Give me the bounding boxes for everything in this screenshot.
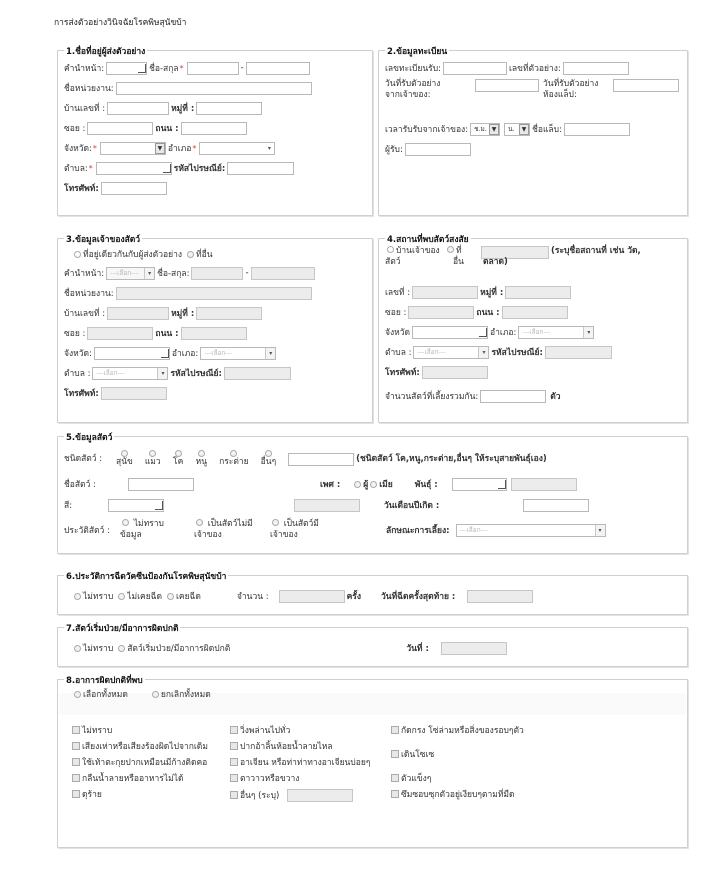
vacc-last-date-input[interactable] [467, 590, 533, 603]
loc-phone-input[interactable] [422, 366, 488, 379]
fullname-label: ชื่อ-สกุล [149, 64, 179, 74]
vacc-times-label: ครั้ง [346, 592, 361, 602]
section-registration-legend: 2.ข้อมูลทะเบียน [385, 44, 449, 58]
owner-road-input[interactable] [181, 327, 247, 340]
moo-input[interactable] [196, 102, 262, 115]
breed-other-input[interactable] [511, 478, 577, 491]
loc-other-option: ที่ อื่น [445, 246, 479, 268]
loc-no-input[interactable] [412, 286, 478, 299]
reg-no-label: เลขทะเบียนรับ: [385, 64, 442, 74]
dropdown-icon [161, 349, 169, 358]
symptom-label: เดินโซเซ [401, 750, 435, 760]
dropdown-icon: ▾ [595, 525, 605, 536]
dropdown-icon: ▾ [267, 144, 271, 152]
loc-no-label: เลขที่ : [385, 288, 411, 298]
owner-fullname-label: ชื่อ-สกุล: [157, 269, 190, 279]
recv-owner-date-input[interactable] [475, 79, 539, 92]
symptom-checkbox[interactable] [72, 726, 80, 734]
dropdown-icon: ▾ [265, 348, 275, 359]
select-all-label: เลือกทั้งหมด [83, 690, 128, 700]
owner-prefix-label: คำนำหน้า: [64, 269, 105, 279]
minute-select[interactable]: น. ▼ [504, 123, 530, 136]
species-label: ชนิดสัตว์ : [64, 454, 103, 464]
symptom-checkbox[interactable] [391, 750, 399, 758]
symptom-item [391, 773, 591, 785]
symptom-checkbox[interactable] [230, 726, 238, 734]
vacc-never-radio[interactable] [118, 593, 125, 600]
dash: - [240, 63, 244, 73]
prefix-label: คำนำหน้า: [64, 64, 105, 74]
owner-first-name-input[interactable] [191, 267, 243, 280]
section-onset [57, 624, 688, 667]
district-label: อำเภอ [167, 144, 192, 154]
org-label: ชื่อหน่วยงาน: [64, 84, 114, 94]
owner-province-label: จังหวัด: [64, 349, 92, 359]
symptom-item [230, 741, 380, 753]
owner-postcode-input[interactable] [224, 367, 291, 380]
species-hint: (ชนิดสัตว์ โค,หนู,กระต่าย,อื่นๆ ให้ระบุสายพันธุ์เอง) [356, 454, 547, 464]
postcode-input[interactable] [227, 162, 294, 175]
dob-label: วันเดือนปีเกิด : [384, 501, 440, 511]
recv-owner-label: วันที่รับตัวอย่าง จากเจ้าของ: [385, 79, 441, 100]
prefix-select[interactable] [106, 62, 147, 75]
required-mark: * [92, 143, 97, 153]
deselect-all-label: ยกเลิกทั้งหมด [160, 690, 211, 700]
loc-postcode-label: รหัสไปรษณีย์: [491, 348, 543, 358]
owner-same-label: ที่อยู่เดียวกันกับผู้ส่งตัวอย่าง [83, 250, 182, 260]
species-option-label: โค [173, 457, 184, 467]
symptom-item [72, 773, 222, 785]
symptom-item [72, 757, 222, 769]
symptom-checkbox[interactable] [391, 726, 399, 734]
species-radio[interactable] [175, 450, 182, 457]
vacc-count-input[interactable] [279, 590, 345, 603]
moo-label: หมู่ที่ : [171, 104, 195, 114]
owner-soi-input[interactable] [87, 327, 153, 340]
owner-postcode-label: รหัสไปรษณีย์: [170, 369, 222, 379]
symptom-label: อื่นๆ (ระบุ) [240, 791, 280, 801]
species-option-label: หนู [195, 457, 208, 467]
dropdown-icon: ▼ [519, 124, 529, 135]
symptom-label: ไม่ทราบ [82, 726, 113, 736]
symptom-label: กลืนน้ำลายหรืออาหารไม่ได้ [82, 774, 184, 784]
section-registration [378, 47, 688, 216]
symptom-checkbox[interactable] [391, 774, 399, 782]
species-radio[interactable] [121, 450, 128, 457]
onset-sick-label: สัตว์เริ่มป่วย/มีอาการผิดปกติ [127, 644, 231, 654]
required-mark: * [192, 143, 197, 153]
recv-lab-date-input[interactable] [613, 79, 679, 92]
receiver-input[interactable] [405, 143, 471, 156]
animal-name-label: ชื่อสัตว์ : [64, 480, 96, 490]
symptom-label: ตัวแข็งๆ [401, 774, 432, 784]
section-symptoms-legend: 8.อาการผิดปกติที่พบ [64, 673, 145, 687]
owner-road-label: ถนน : [155, 329, 179, 339]
sex-female-radio[interactable] [370, 481, 377, 488]
owner-other-label: ที่อื่น [196, 250, 213, 260]
loc-other-radio[interactable] [447, 246, 454, 253]
sex-label: เพศ : [320, 480, 341, 490]
road-label: ถนน : [155, 124, 179, 134]
dropdown-icon: ▼ [489, 124, 499, 135]
species-radio[interactable] [198, 450, 205, 457]
vacc-ever-radio[interactable] [167, 593, 174, 600]
symptom-item [391, 749, 591, 761]
vacc-unknown-label: ไม่ทราบ [83, 592, 114, 602]
loc-district-label: อำเภอ: [490, 328, 517, 338]
hour-select[interactable]: ช.ม. ▼ [470, 123, 500, 136]
page-title: การส่งตัวอย่างวินิจฉัยโรคพิษสุนัขบ้า [54, 18, 187, 28]
symptom-checkbox[interactable] [72, 790, 80, 798]
vacc-last-date-label: วันที่ฉีดครั้งสุดท้าย : [381, 592, 456, 602]
animal-count-input[interactable] [480, 390, 546, 403]
required-mark: * [179, 63, 184, 73]
dropdown-icon: ▾ [583, 327, 593, 338]
first-name-input[interactable] [187, 62, 239, 75]
loc-moo-label: หมู่ที่ : [480, 288, 504, 298]
owner-house-no-input[interactable] [107, 307, 169, 320]
history-label: ประวัติสัตว์ : [64, 526, 110, 536]
symptoms-column-3 [391, 725, 591, 805]
symptom-label: ซึมซอบซุกตัวอยู่เงียบๆตามที่มืด [401, 790, 515, 800]
breed-label: พันธุ์ : [414, 480, 438, 490]
symptom-label: เสียงเห่าหรือเสียงร้องผิดไปจากเดิม [82, 742, 208, 752]
symptom-checkbox[interactable] [230, 774, 238, 782]
species-option [196, 450, 207, 467]
history-owned-radio[interactable] [272, 519, 279, 526]
sex-female-label: เมีย [379, 480, 393, 490]
history-owned-option: เป็นสัตว์มี เจ้าของ [270, 519, 319, 540]
symptom-label: อาเจียน หรือท่าท่าทางอาเจียนบ่อยๆ [240, 758, 371, 768]
symptom-label: กัดกรง โซ่ล่ามหรือสิ่งของรอบๆตัว [401, 726, 524, 736]
symptoms-column-1 [72, 725, 222, 805]
section-sender [57, 47, 373, 216]
history-unknown-radio[interactable] [122, 519, 129, 526]
loc-place-hint: (ระบุชื่อสถานที่ เช่น วัด, ตลาด) [483, 246, 641, 267]
road-input[interactable] [181, 122, 247, 135]
onset-date-input[interactable] [441, 642, 507, 655]
owner-moo-input[interactable] [196, 307, 262, 320]
house-no-label: บ้านเลขที่ : [64, 104, 106, 114]
species-option [145, 450, 161, 467]
symptom-item [230, 773, 380, 785]
color-other-input[interactable] [294, 499, 360, 512]
section-owner [57, 235, 373, 423]
symptoms-column-2 [230, 725, 380, 806]
section-owner-legend: 3.ข้อมูลเจ้าของสัตว์ [64, 232, 142, 246]
owner-org-input[interactable] [116, 287, 312, 300]
loc-moo-input[interactable] [505, 286, 571, 299]
owner-district-label: อำเภอ: [171, 349, 199, 359]
deselect-all-radio[interactable] [152, 691, 159, 698]
loc-subdistrict-select[interactable]: ---เลือก--- ▾ [413, 346, 489, 359]
section-location [378, 235, 688, 423]
loc-district-select[interactable]: ---เลือก--- ▾ [518, 326, 594, 339]
symptom-item [72, 725, 222, 737]
section-animal [57, 433, 688, 554]
dropdown-icon [479, 328, 487, 337]
symptom-item [230, 725, 380, 737]
owner-phone-input[interactable] [101, 387, 167, 400]
symptom-label: วิ่งพล่านไปทั่ว [240, 726, 291, 736]
animal-count-unit: ตัว [550, 392, 561, 402]
species-options [116, 450, 276, 467]
animal-name-input[interactable] [128, 478, 194, 491]
reg-no-input[interactable] [443, 62, 507, 75]
dash: - [245, 268, 249, 278]
symptom-item [72, 789, 222, 801]
dropdown-icon [163, 164, 171, 173]
owner-same-radio[interactable] [74, 251, 81, 258]
symptom-label: ใช้เท้าตะกุยปากเหมือนมีก้างติดคอ [82, 758, 208, 768]
dob-input[interactable] [523, 499, 589, 512]
symptom-label: ปากอ้าลิ้นห้อยน้ำลายไหล [240, 742, 333, 752]
lab-name-label: ชื่อแล็บ: [532, 125, 562, 135]
history-stray-radio[interactable] [196, 519, 203, 526]
time-label: เวลารับรับจากเจ้าของ: [385, 125, 469, 135]
onset-unknown-radio[interactable] [74, 645, 81, 652]
symptom-checkbox[interactable] [230, 742, 238, 750]
loc-postcode-input[interactable] [545, 346, 612, 359]
org-input[interactable] [116, 82, 312, 95]
symptom-checkbox[interactable] [391, 790, 399, 798]
owner-soi-label: ซอย : [64, 329, 86, 339]
loc-road-input[interactable] [502, 306, 568, 319]
animal-count-label: จำนวนสัตว์ที่เลี้ยงรวมกัน: [385, 392, 479, 402]
dropdown-icon [498, 480, 506, 489]
owner-other-radio[interactable] [187, 251, 194, 258]
species-radio[interactable] [265, 450, 272, 457]
loc-province-label: จังหวัด [385, 328, 411, 338]
loc-subdistrict-label: ตำบล : [385, 348, 412, 358]
postcode-label: รหัสไปรษณีย์: [173, 164, 226, 174]
species-option [173, 450, 184, 467]
section-location-legend: 4.สถานที่พบสัตว์สงสัย [385, 232, 471, 246]
section-vaccination-legend: 6.ประวัติการฉีดวัคซีนป้องกันโรคพิษสุนัขบ้า [64, 569, 228, 583]
phone-label: โทรศัพท์: [64, 184, 99, 194]
recv-lab-label: วันที่รับตัวอย่าง ห้องแล็ป: [543, 79, 599, 100]
onset-date-label: วันที่ : [406, 644, 429, 654]
species-option [219, 450, 249, 467]
dropdown-icon: ▾ [157, 368, 167, 379]
province-select[interactable] [100, 142, 166, 155]
phone-input[interactable] [101, 182, 167, 195]
loc-owner-option: บ้านเจ้าของ สัตว์ [385, 246, 440, 267]
soi-input[interactable] [87, 122, 153, 135]
section-symptoms [57, 676, 688, 848]
loc-soi-input[interactable] [408, 306, 474, 319]
dropdown-icon: ▾ [478, 347, 488, 358]
lab-name-input[interactable] [564, 123, 630, 136]
loc-soi-label: ซอย : [385, 308, 407, 318]
symptom-item [230, 757, 380, 769]
species-option [116, 450, 133, 467]
house-no-input[interactable] [107, 102, 169, 115]
owner-org-label: ชื่อหน่วยงาน: [64, 289, 114, 299]
section-animal-legend: 5.ข้อมูลสัตว์ [64, 430, 114, 444]
section-sender-legend: 1.ชื่อที่อยู่ผู้ส่งตัวอย่าง [64, 44, 147, 58]
species-option-label: สุนัข [116, 457, 133, 467]
owner-moo-label: หมู่ที่ : [171, 309, 195, 319]
species-radio[interactable] [230, 450, 237, 457]
symptom-label: ตาวาวหรือขวาง [240, 774, 300, 784]
select-all-radio[interactable] [74, 691, 81, 698]
species-radio[interactable] [149, 450, 156, 457]
receiver-label: ผู้รับ: [385, 145, 403, 155]
loc-owner-radio[interactable] [387, 246, 394, 253]
breed-select[interactable] [452, 478, 507, 491]
owner-subdistrict-label: ตำบล : [64, 369, 91, 379]
section-onset-legend: 7.สัตว์เริ่มป่วย/มีอาการผิดปกติ [64, 621, 180, 635]
onset-unknown-label: ไม่ทราบ [83, 644, 114, 654]
vacc-count-label: จำนวน : [236, 592, 269, 602]
sex-male-label: ผู้ [363, 480, 369, 490]
owner-house-no-label: บ้านเลขที่ : [64, 309, 106, 319]
owner-last-name-input[interactable] [251, 267, 315, 280]
sex-male-radio[interactable] [354, 481, 361, 488]
soi-label: ซอย : [64, 124, 86, 134]
vacc-ever-label: เคยฉีด [175, 592, 201, 602]
vacc-unknown-radio[interactable] [74, 593, 81, 600]
species-option-label: แมว [144, 457, 161, 467]
species-option [261, 450, 276, 467]
raising-select[interactable]: ---เลือก--- ▾ [456, 524, 606, 537]
color-select[interactable] [108, 499, 164, 512]
section-vaccination [57, 572, 688, 615]
vacc-never-label: ไม่เคยฉีด [127, 592, 162, 602]
color-label: สี: [64, 501, 73, 511]
loc-province-select[interactable] [412, 326, 488, 339]
symptom-item [72, 741, 222, 753]
symptom-checkbox[interactable] [230, 758, 238, 766]
symptom-other-input[interactable] [287, 789, 353, 802]
history-unknown-option: ไม่ทราบ ข้อมูล [120, 519, 164, 540]
sample-no-label: เลขที่ตัวอย่าง: [509, 64, 561, 74]
loc-phone-label: โทรศัพท์: [385, 368, 420, 378]
history-stray-option: เป็นสัตว์ไม่มี เจ้าของ [194, 519, 253, 540]
owner-province-select[interactable] [94, 347, 170, 360]
symptom-checkbox[interactable] [72, 758, 80, 766]
symptom-checkbox[interactable] [230, 791, 238, 799]
sample-no-input[interactable] [563, 62, 629, 75]
required-mark: * [88, 163, 93, 173]
province-label: จังหวัด: [64, 144, 92, 154]
owner-prefix-select[interactable]: ---เลือก--- ▾ [106, 267, 155, 280]
last-name-input[interactable] [246, 62, 310, 75]
loc-road-label: ถนน : [476, 308, 500, 318]
dropdown-icon: ▼ [155, 143, 165, 154]
symptom-checkbox[interactable] [72, 742, 80, 750]
dropdown-icon [155, 501, 163, 510]
owner-phone-label: โทรศัพท์: [64, 389, 99, 399]
species-option-label: อื่นๆ [260, 457, 277, 467]
onset-sick-radio[interactable] [118, 645, 125, 652]
subdistrict-select[interactable] [96, 162, 172, 175]
symptom-label: ดุร้าย [82, 790, 102, 800]
symptom-checkbox[interactable] [72, 774, 80, 782]
species-other-input[interactable] [288, 453, 354, 466]
district-select[interactable] [199, 142, 275, 155]
symptom-item [230, 789, 380, 802]
symptom-item [391, 789, 591, 801]
dropdown-icon [138, 64, 146, 73]
species-option-label: กระต่าย [219, 457, 249, 467]
symptom-item [391, 725, 591, 737]
owner-district-select[interactable]: ---เลือก--- ▾ [200, 347, 276, 360]
dropdown-icon: ▾ [144, 268, 154, 279]
owner-subdistrict-select[interactable]: ---เลือก--- ▾ [92, 367, 168, 380]
raising-label: ลักษณะการเลี้ยง: [386, 526, 450, 536]
subdistrict-label: ตำบล: [64, 164, 88, 174]
